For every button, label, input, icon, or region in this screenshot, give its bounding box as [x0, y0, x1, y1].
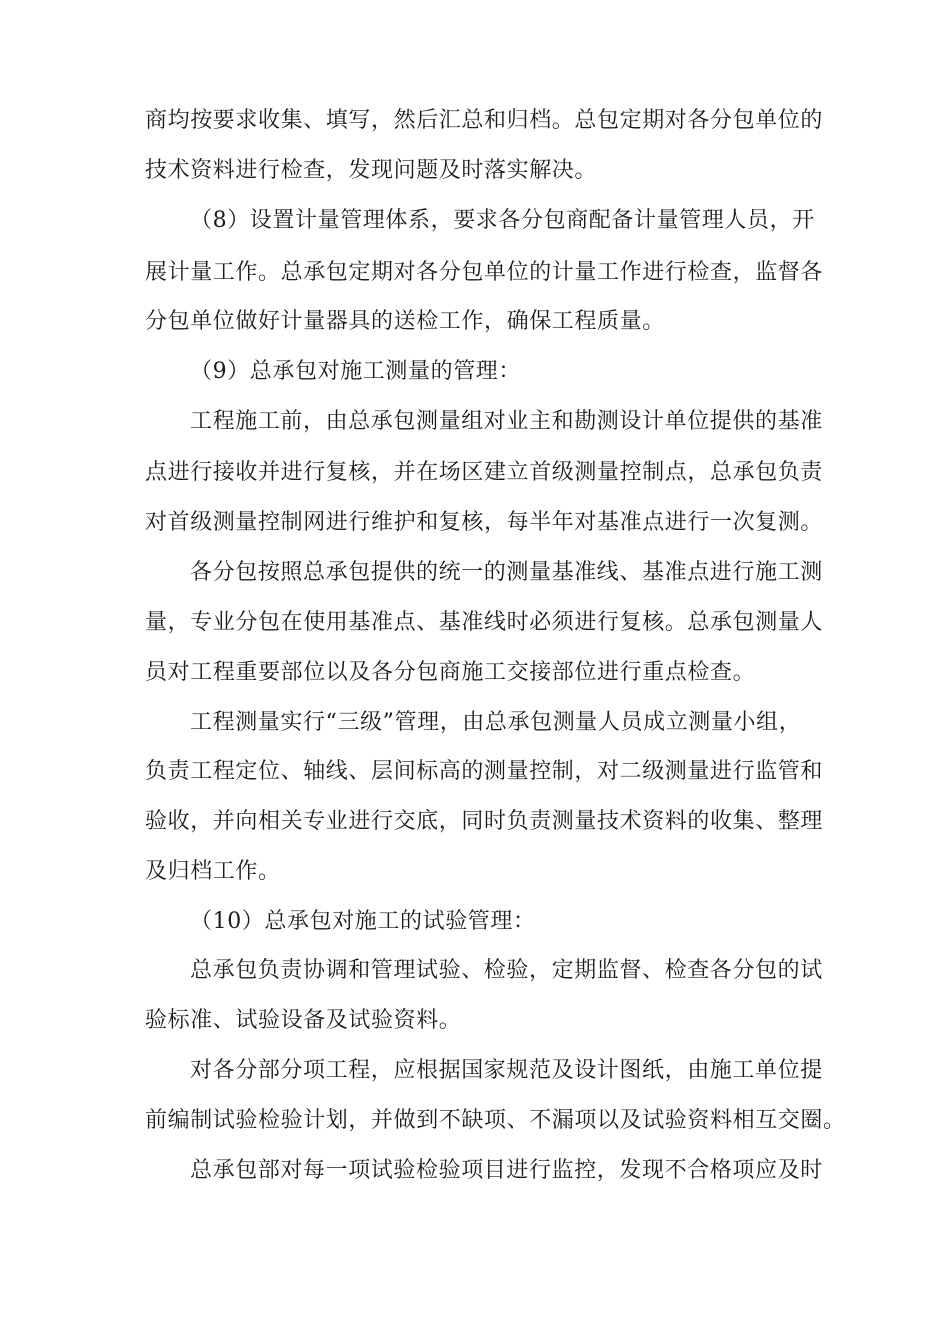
text-line: 分包单位做好计量器具的送检工作，确保工程质量。 — [145, 309, 665, 334]
text-line: （8）设置计量管理体系，要求各分包商配备计量管理人员，开 — [190, 208, 815, 233]
text-line: 员对工程重要部位以及各分包商施工交接部位进行重点检查。 — [145, 660, 756, 685]
text-line: 前编制试验检验计划，并做到不缺项、不漏项以及试验资料相互交圈。 — [145, 1108, 846, 1133]
text-line: 总承包负责协调和管理试验、检验，定期监督、检查各分包的试 — [190, 958, 823, 983]
text-line: 负责工程定位、轴线、层间标高的测量控制，对二级测量进行监管和 — [145, 759, 824, 784]
text-line: 技术资料进行检查，发现问题及时落实解决。 — [145, 158, 598, 183]
text-line: 验标准、试验设备及试验资料。 — [145, 1008, 462, 1033]
text-line: 展计量工作。总承包定期对各分包单位的计量工作进行检查，监督各 — [145, 260, 824, 285]
text-line: 及归档工作。 — [145, 859, 281, 884]
text-line: 工程施工前，由总承包测量组对业主和勘测设计单位提供的基准 — [190, 409, 823, 434]
section-heading: （10）总承包对施工的试验管理： — [190, 909, 536, 934]
text-line: 总承包部对每一项试验检验项目进行监控，发现不合格项应及时 — [190, 1158, 823, 1183]
section-heading: （9）总承包对施工测量的管理： — [190, 359, 521, 384]
text-line: 各分包按照总承包提供的统一的测量基准线、基准点进行施工测 — [190, 560, 823, 585]
text-line: 对各分部分项工程，应根据国家规范及设计图纸，由施工单位提 — [190, 1058, 823, 1083]
text-line: 商均按要求收集、填写，然后汇总和归档。总包定期对各分包单位的 — [145, 108, 824, 133]
text-line: 工程测量实行“三级”管理，由总承包测量人员成立测量小组， — [190, 710, 802, 735]
text-line: 验收，并向相关专业进行交底，同时负责测量技术资料的收集、整理 — [145, 809, 824, 834]
text-line: 点进行接收并进行复核，并在场区建立首级测量控制点，总承包负责 — [145, 460, 824, 485]
text-line: 对首级测量控制网进行维护和复核，每半年对基准点进行一次复测。 — [145, 510, 824, 535]
text-line: 量，专业分包在使用基准点、基准线时必须进行复核。总承包测量人 — [145, 610, 824, 635]
